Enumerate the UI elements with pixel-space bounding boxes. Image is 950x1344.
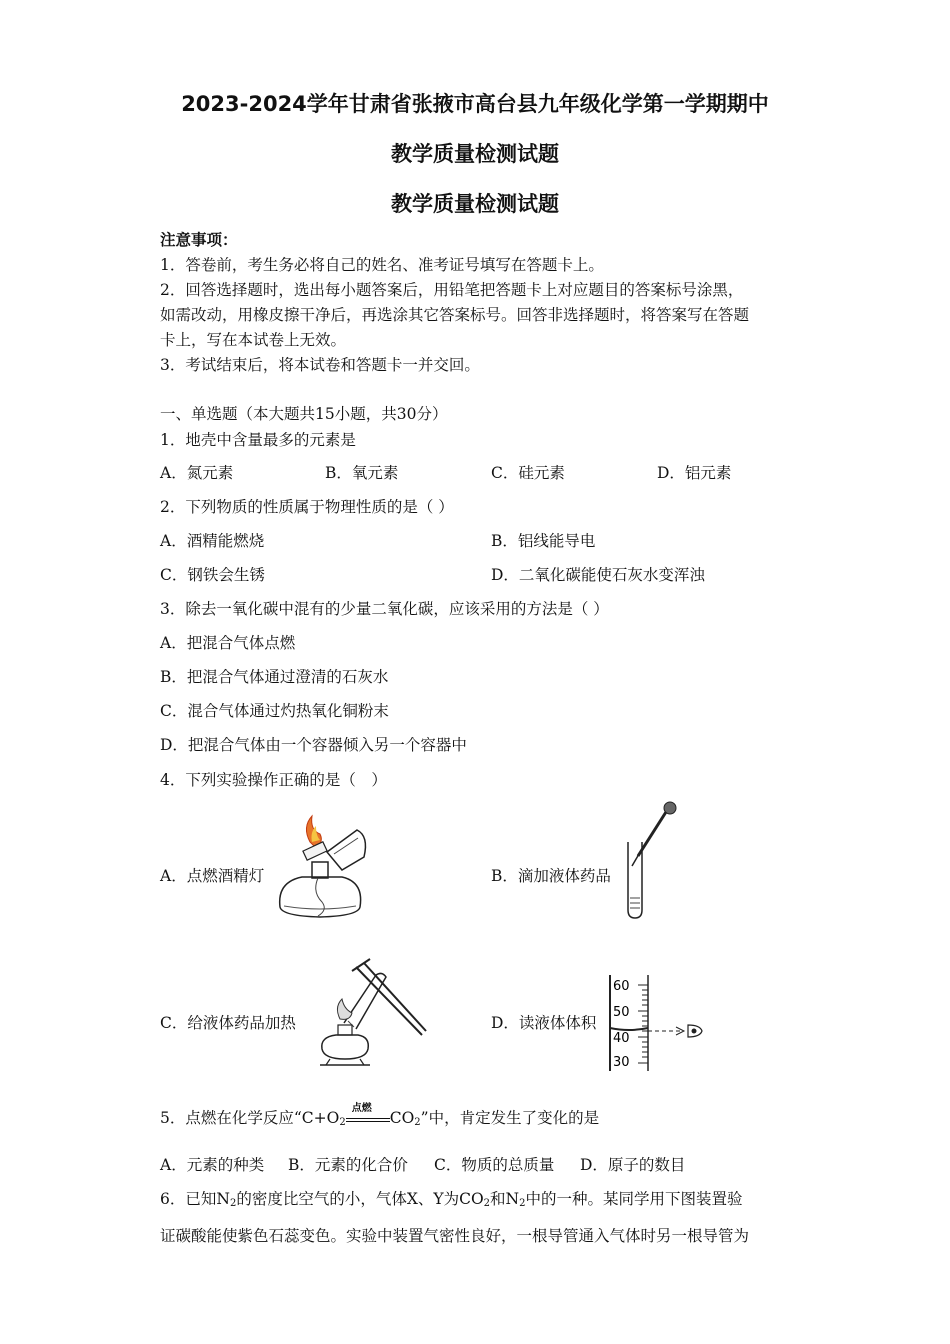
q6-text: 中的一种。某同学用下图装置验 [525,1190,743,1208]
notice-item: 如需改动，用橡皮擦干净后，再选涂其它答案标号。回答非选择题时，将答案写在答题 [160,306,750,324]
q5-option-a: A．元素的种类 [160,1156,265,1174]
notice-item: 2．回答选择题时，选出每小题答案后，用铅笔把答题卡上对应题目的答案标号涂黑， [160,281,744,299]
q5-option-b: B．元素的化合价 [288,1156,408,1174]
q5-stem-post: ”中，肯定发生了变化的是 [420,1109,600,1127]
dropper-test-tube-figure [622,798,682,922]
notice-heading: 注意事项： [160,230,238,249]
reaction-arrow [346,1103,390,1127]
tick-label-30: 30 [613,1055,630,1070]
q4-option-b: B．滴加液体药品 [491,867,611,885]
q6-subscript: 2 [229,1198,237,1209]
q2-option-b: B．铝线能导电 [491,532,596,550]
exam-title-line2: 教学质量检测试题 [391,142,559,166]
question-2-stem: 2．下列物质的性质属于物理性质的是（ ） [160,498,454,516]
alcohol-lamp-lighting-figure [272,812,372,924]
tick-label-40: 40 [613,1031,630,1046]
q6-subscript: 2 [519,1198,526,1209]
q1-option-b: B．氧元素 [325,464,399,482]
question-1-stem: 1．地壳中含量最多的元素是 [160,431,356,449]
question-4-stem: 4．下列实验操作正确的是（ ） [160,771,387,789]
q6-text: 6．已知N [160,1190,230,1208]
q1-option-a: A．氮元素 [160,464,234,482]
q2-option-a: A．酒精能燃烧 [160,532,265,550]
q1-option-c: C．硅元素 [491,464,565,482]
exam-title-line3: 教学质量检测试题 [391,192,559,216]
section-heading: 一、单选题（本大题共15小题，共30分） [160,405,448,423]
reaction-condition: 点燃 [351,1103,372,1114]
q3-option-d: D．把混合气体由一个容器倾入另一个容器中 [160,736,467,754]
q5-stem-pre: 5．点燃在化学反应“C+O [160,1109,340,1127]
q5-subscript: 2 [339,1117,346,1128]
question-5-stem [160,1103,600,1128]
q2-option-c: C．钢铁会生锈 [160,566,265,584]
q4-option-c: C．给液体药品加热 [160,1014,296,1032]
q5-subscript: 2 [414,1117,421,1128]
q6-text: 和N [490,1190,520,1208]
q2-option-d: D．二氧化碳能使石灰水变浑浊 [491,566,705,584]
q6-text: 的密度比空气的小，气体X、Y为CO [236,1190,484,1208]
q4-option-a: A．点燃酒精灯 [160,867,265,885]
heating-test-tube-figure [300,957,430,1077]
q4-option-d: D．读液体体积 [491,1014,597,1032]
notice-item: 卡上，写在本试卷上无效。 [160,331,347,349]
q3-option-a: A．把混合气体点燃 [160,634,296,652]
tick-label-50: 50 [613,1005,630,1020]
q3-option-b: B．把混合气体通过澄清的石灰水 [160,668,389,686]
notice-item: 1．答卷前，考生务必将自己的姓名、准考证号填写在答题卡上。 [160,256,604,274]
graduated-cylinder-reading-figure [604,973,708,1075]
question-6-stem-line1 [160,1187,743,1209]
q3-option-c: C．混合气体通过灼热氧化铜粉末 [160,702,389,720]
notice-item: 3．考试结束后，将本试卷和答题卡一并交回。 [160,356,480,374]
q5-stem-mid: CO [389,1109,415,1127]
q6-subscript: 2 [483,1198,491,1209]
q5-option-c: C．物质的总质量 [434,1156,555,1174]
q1-option-d: D．铝元素 [657,464,732,482]
q5-option-d: D．原子的数目 [580,1156,686,1174]
tick-label-60: 60 [613,979,630,994]
question-6-stem-line2: 证碳酸能使紫色石蕊变色。实验中装置气密性良好，一根导管通入气体时另一根导管为 [160,1227,750,1245]
exam-title-line1: 2023-2024学年甘肃省张掖市高台县九年级化学第一学期期中 [181,92,769,116]
question-3-stem: 3．除去一氧化碳中混有的少量二氧化碳，应该采用的方法是（ ） [160,600,609,618]
